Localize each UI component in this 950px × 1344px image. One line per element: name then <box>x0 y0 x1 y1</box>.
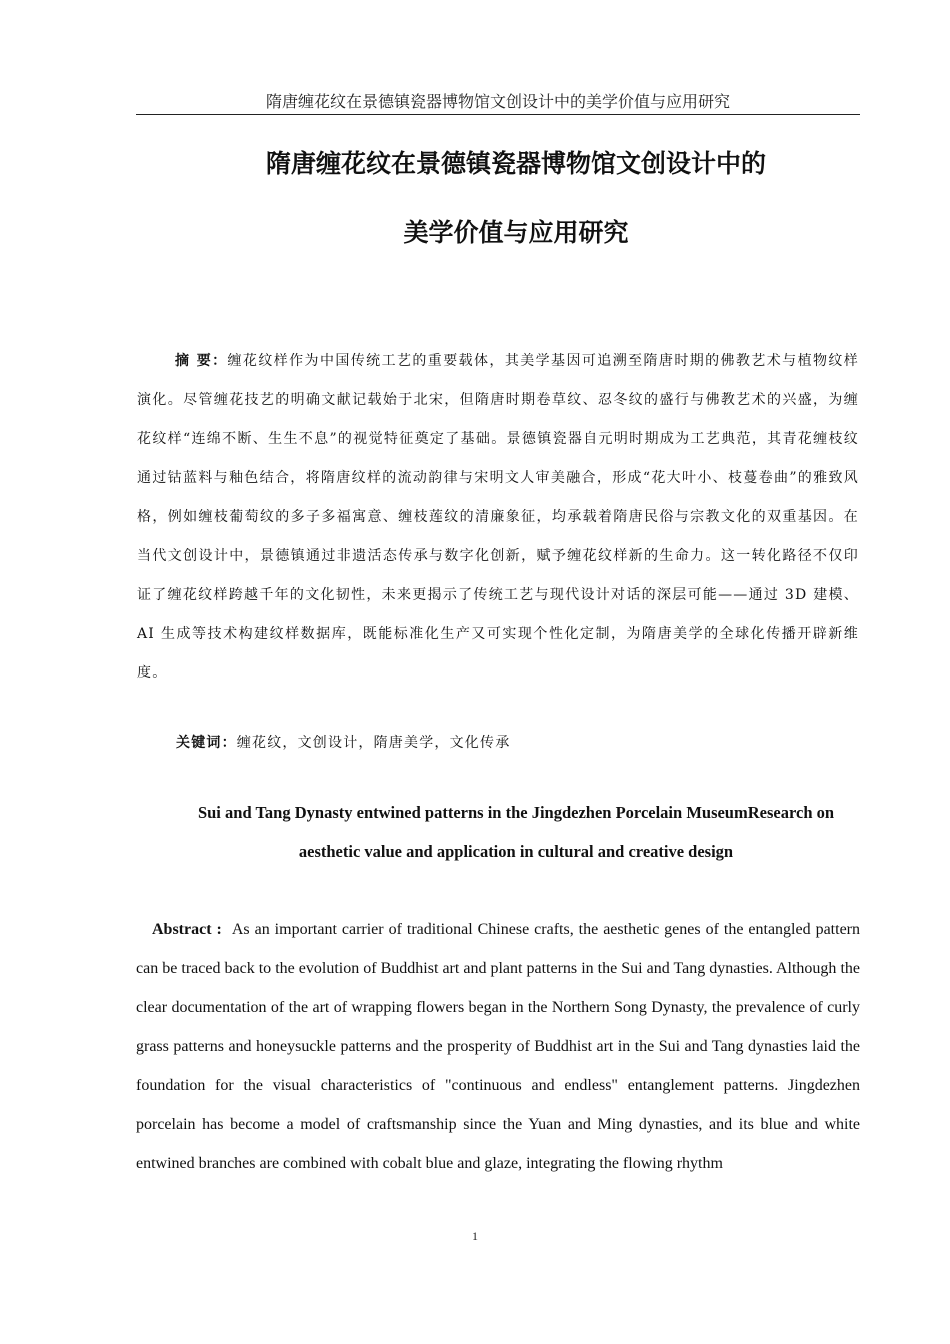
english-abstract-text: As an important carrier of traditional Chinese crafts, the aesthetic genes of the entangled pattern can be traced back to the evolution of Buddhist art and plant patterns in the Sui and Tang dynasties. Although the clear documentation of the art of wrapping flowers began in the Northern Song Dynasty, the prevalence of curly grass patterns and honeysuckle patterns and the prosperity of Buddhist art in the Sui and Tang dynasties laid the foundation for the visual characteristics of "continuous and endless" entanglement patterns. Jingdezhen porcelain has become a model of craftsmanship since the Yuan and Ming dynasties, and its blue and white entwined branches are combined with cobalt blue and glaze, integrating the flowing rhythm <box>136 921 861 1172</box>
english-title-line-1: Sui and Tang Dynasty entwined patterns in the Jingdezhen Porcelain MuseumResearch on <box>197 803 835 822</box>
english-title-line-2: aesthetic value and application in cultural and creative design <box>298 842 734 861</box>
english-abstract-label: Abstract : <box>152 921 222 938</box>
running-header: 隋唐缠花纹在景德镇瓷器博物馆文创设计中的美学价值与应用研究 <box>136 92 860 115</box>
paper-title-line-2: 美学价值与应用研究 <box>403 218 629 247</box>
paper-title-line-1: 隋唐缠花纹在景德镇瓷器博物馆文创设计中的 <box>265 149 766 178</box>
english-abstract <box>136 910 860 1183</box>
chinese-keywords <box>176 730 510 756</box>
chinese-abstract-label: 摘 要： <box>175 353 228 369</box>
chinese-keywords-text: 缠花纹，文创设计，隋唐美学，文化传承 <box>236 735 511 751</box>
page-number: 1 <box>472 1229 478 1243</box>
chinese-abstract-text: 缠花纹样作为中国传统工艺的重要载体，其美学基因可追溯至隋唐时期的佛教艺术与植物纹样演化。尽管缠花技艺的明确文献记载始于北宋，但隋唐时期卷草纹、忍冬纹的盛行与佛教艺术的兴盛，为缠花纹样“连绵不断、生生不息”的视觉特征奠定了基础。景德镇瓷器自元明时期成为工艺典范，其青花缠枝纹通过钴蓝料与釉色结合，将隋唐纹样的流动韵律与宋明文人审美融合，形成“花大叶小、枝蔓卷曲”的雅致风格，例如缠枝葡萄纹的多子多福寓意、缠枝莲纹的清廉象征，均承载着隋唐民俗与宗教文化的双重基因。在当代文创设计中，景德镇通过非遗活态传承与数字化创新，赋予缠花纹样新的生命力。这一转化路径不仅印证了缠花纹样跨越千年的文化韧性，未来更揭示了传统工艺与现代设计对话的深层可能——通过 3D 建模、AI 生成等技术构建纹样数据库，既能标准化生产又可实现个性化定制，为隋唐美学的全球化传播开辟新维度。 <box>137 353 859 681</box>
chinese-abstract <box>137 342 859 693</box>
chinese-keywords-label: 关键词： <box>176 735 237 751</box>
